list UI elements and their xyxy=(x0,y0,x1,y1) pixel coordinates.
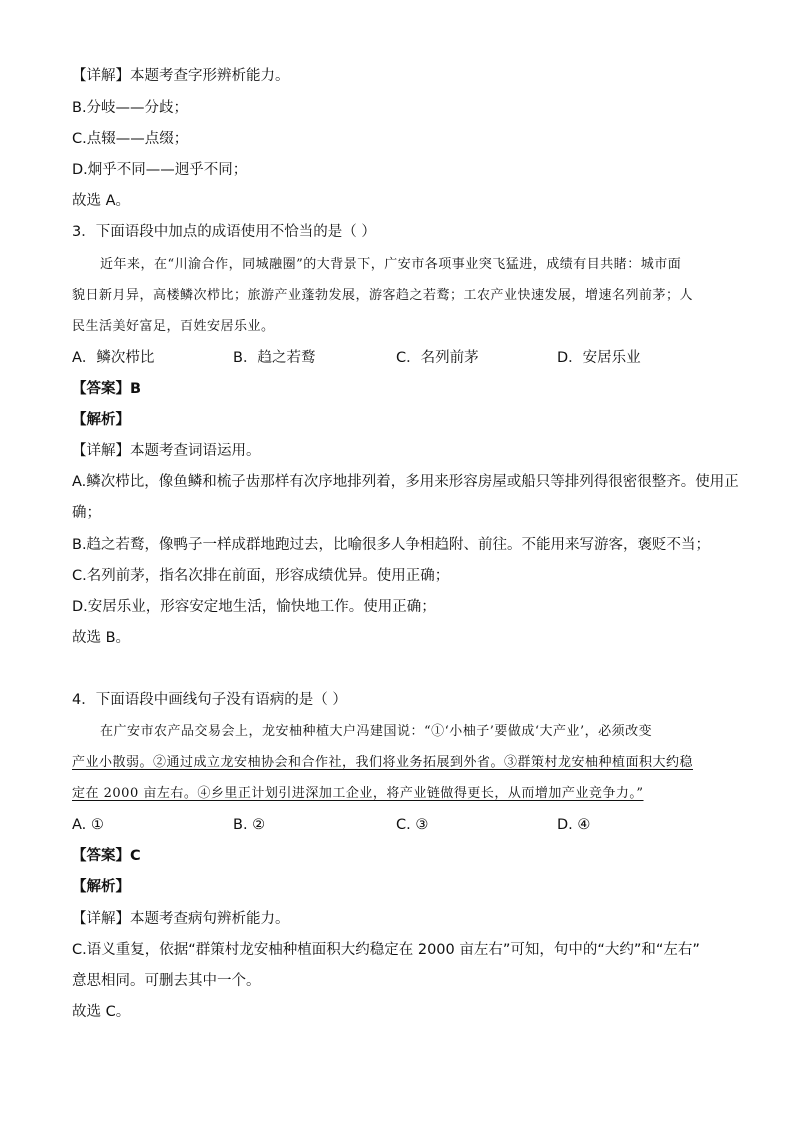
q4-option-d: D. ④ xyxy=(557,817,591,833)
q4-passage-line-3: 定在 2000 亩左右。④乡里正计划引进深加工企业，将产业链做得更长，从而增加产业竞争力。” xyxy=(72,786,644,801)
question-4: 4．下面语段中画线句子没有语病的是（ ） xyxy=(72,692,347,708)
q4-passage-line-1: 在广安市农产品交易会上，龙安柚种植大户冯建国说：“①‘小柚子’要做成‘大产业’，必须改变 xyxy=(100,724,653,739)
q3-passage-line-3: 民生活美好富足，百姓安居乐业。 xyxy=(72,319,275,334)
q3-explain-d: D.安居乐业，形容安定地生活，愉快地工作。使用正确； xyxy=(72,599,436,615)
q4-answer: 【答案】C xyxy=(72,848,141,864)
q4-explain-c-cont: 意思相同。可删去其中一个。 xyxy=(72,973,261,989)
q3-explain-a-cont: 确； xyxy=(72,505,101,521)
q4-passage-line-2: 产业小散弱。②通过成立龙安柚协会和合作社，我们将业务拓展到外省。③群策村龙安柚种植面积大约稳 xyxy=(72,755,694,770)
q3-option-b: B．趋之若鹜 xyxy=(233,350,316,366)
explain-q2-b: B.分岐——分歧； xyxy=(72,100,189,116)
question-3: 3．下面语段中加点的成语使用不恰当的是（ ） xyxy=(72,224,376,240)
q3-explain-b: B.趋之若鹜，像鸭子一样成群地跑过去，比喻很多人争相趋附、前往。不能用来写游客，褒贬不当； xyxy=(72,537,711,553)
q4-conclusion: 故选 C。 xyxy=(72,1004,131,1020)
q4-option-a: A. ① xyxy=(72,817,104,833)
q3-answer: 【答案】B xyxy=(72,381,142,397)
q3-explain-c: C.名列前茅，指名次排在前面，形容成绩优异。使用正确； xyxy=(72,568,450,584)
q3-passage-line-2: 貌日新月异，高楼鳞次栉比；旅游产业蓬勃发展，游客趋之若鹜；工农产业快速发展，增速名列前茅；人 xyxy=(72,288,694,303)
explain-q2-d: D.炯乎不同——迥乎不同； xyxy=(72,162,248,178)
q3-option-d: D．安居乐业 xyxy=(557,350,641,366)
q4-analysis-label: 【解析】 xyxy=(72,879,130,895)
q3-conclusion: 故选 B。 xyxy=(72,630,131,646)
q3-detail: 【详解】本题考查词语运用。 xyxy=(72,443,261,459)
detail-q2: 【详解】本题考查字形辨析能力。 xyxy=(72,68,290,84)
q4-option-b: B. ② xyxy=(233,817,266,833)
q4-option-c: C. ③ xyxy=(396,817,429,833)
q3-analysis-label: 【解析】 xyxy=(72,412,130,428)
q3-passage-line-1: 近年来，在“川渝合作，同城融圈”的大背景下，广安市各项事业突飞猛进，成绩有目共睹：城市面 xyxy=(100,257,682,272)
q4-explain-c: C.语义重复，依据“群策村龙安柚种植面积大约稳定在 2000 亩左右”可知，句中的“大约”和“左右” xyxy=(72,942,700,958)
conclusion-q2: 故选 A。 xyxy=(72,193,131,209)
q4-detail: 【详解】本题考查病句辨析能力。 xyxy=(72,911,290,927)
explain-q2-c: C.点辍——点缀； xyxy=(72,131,189,147)
q3-option-c: C．名列前茅 xyxy=(396,350,479,366)
q3-option-a: A．鳞次栉比 xyxy=(72,350,155,366)
q3-explain-a: A.鳞次栉比，像鱼鳞和梳子齿那样有次序地排列着，多用来形容房屋或船只等排列得很密很整齐。使用正 xyxy=(72,474,739,490)
